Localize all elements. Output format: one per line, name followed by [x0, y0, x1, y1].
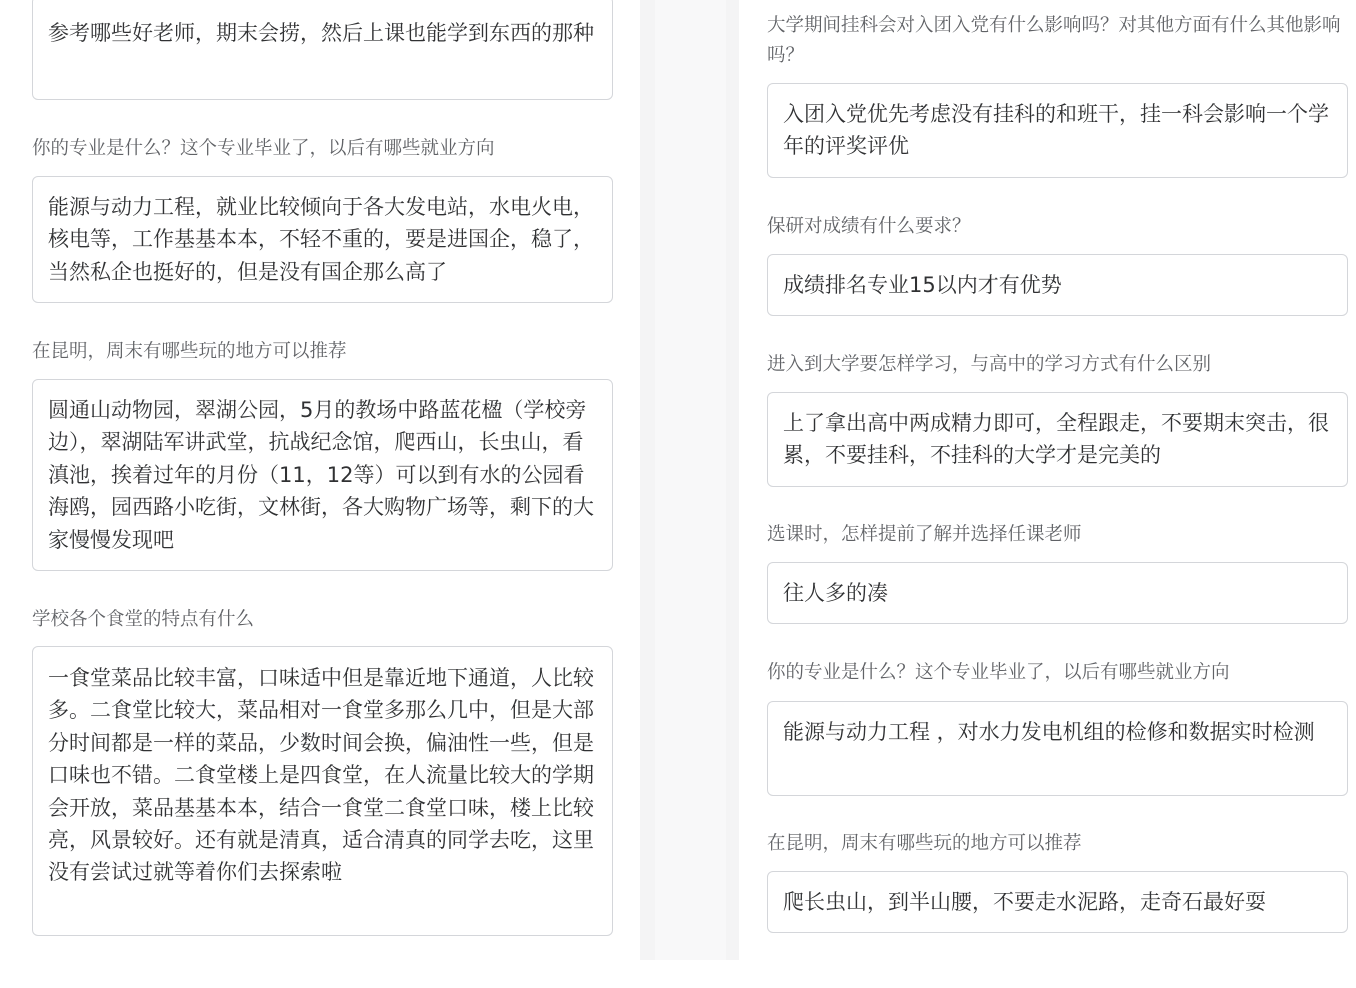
- answer-box[interactable]: [767, 701, 1348, 796]
- right-survey-panel[interactable]: [739, 0, 1356, 960]
- question-label: 保研对成绩有什么要求？: [767, 216, 971, 237]
- answer-box[interactable]: [32, 0, 613, 100]
- bottom-blank-strip: [0, 960, 1356, 988]
- answer-box[interactable]: [32, 646, 613, 936]
- question-label: 你的专业是什么？这个专业毕业了，以后有哪些就业方向: [767, 662, 1230, 683]
- answer-box[interactable]: [32, 379, 613, 571]
- answer-box[interactable]: [767, 562, 1348, 624]
- question-label: 在昆明，周末有哪些玩的地方可以推荐: [32, 341, 347, 362]
- question-label: 选课时，怎样提前了解并选择任课老师: [767, 524, 1082, 545]
- answer-text: 参考哪些好老师，期末会捞，然后上课也能学到东西的那种: [48, 21, 594, 45]
- answer-text: 能源与动力工程，就业比较倾向于各大发电站，水电火电，核电等，工作基基本本，不轻不重的，要是进国企，稳了，当然私企也挺好的，但是没有国企那么高了: [48, 195, 594, 284]
- answer-text: 一食堂菜品比较丰富，口味适中但是靠近地下通道，人比较多。二食堂比较大，菜品相对一食堂多那么几中，但是大部分时间都是一样的菜品，少数时间会换，偏油性一些，但是口味也不错。二食堂楼上是四食堂，在人流量比较大的学期会开放，菜品基基本本，结合一食堂二食堂口味，楼上比较亮，风景较好。还有就是清真，适合清真的同学去吃，这里没有尝试过就等着你们去探索啦: [48, 666, 594, 885]
- question-label: 在昆明，周末有哪些玩的地方可以推荐: [767, 833, 1082, 854]
- question-label: 进入到大学要怎样学习，与高中的学习方式有什么区别: [767, 354, 1212, 375]
- answer-box[interactable]: [767, 392, 1348, 487]
- left-survey-panel[interactable]: [0, 0, 640, 960]
- answer-box[interactable]: [32, 176, 613, 303]
- question-label: 大学期间挂科会对入团入党有什么影响吗？对其他方面有什么其他影响吗？: [767, 15, 1341, 66]
- answer-box[interactable]: [767, 83, 1348, 178]
- answer-text: 爬长虫山，到半山腰，不要走水泥路，走奇石最好耍: [783, 890, 1266, 914]
- answer-text: 往人多的凑: [783, 581, 888, 605]
- answer-box[interactable]: [767, 254, 1348, 316]
- answer-text: 入团入党优先考虑没有挂科的和班干，挂一科会影响一个学年的评奖评优: [783, 102, 1329, 159]
- answer-box[interactable]: [767, 871, 1348, 933]
- question-label: 学校各个食堂的特点有什么: [32, 609, 255, 630]
- question-label: 你的专业是什么？这个专业毕业了，以后有哪些就业方向: [32, 138, 495, 159]
- answer-text: 上了拿出高中两成精力即可，全程跟走，不要期末突击，很累，不要挂科，不挂科的大学才是完美的: [783, 411, 1329, 468]
- answer-text: 圆通山动物园，翠湖公园，5月的教场中路蓝花楹（学校旁边），翠湖陆军讲武堂，抗战纪念馆，爬西山，长虫山，看滇池，挨着过年的月份（11，12等）可以到有水的公园看海鸥，园西路小吃街，文林街，各大购物广场等，剩下的大家慢慢发现吧: [48, 398, 594, 552]
- center-gutter-inner: [655, 0, 726, 960]
- answer-text: 成绩排名专业15以内才有优势: [783, 273, 1062, 297]
- answer-text: 能源与动力工程 ，对水力发电机组的检修和数据实时检测: [783, 720, 1315, 744]
